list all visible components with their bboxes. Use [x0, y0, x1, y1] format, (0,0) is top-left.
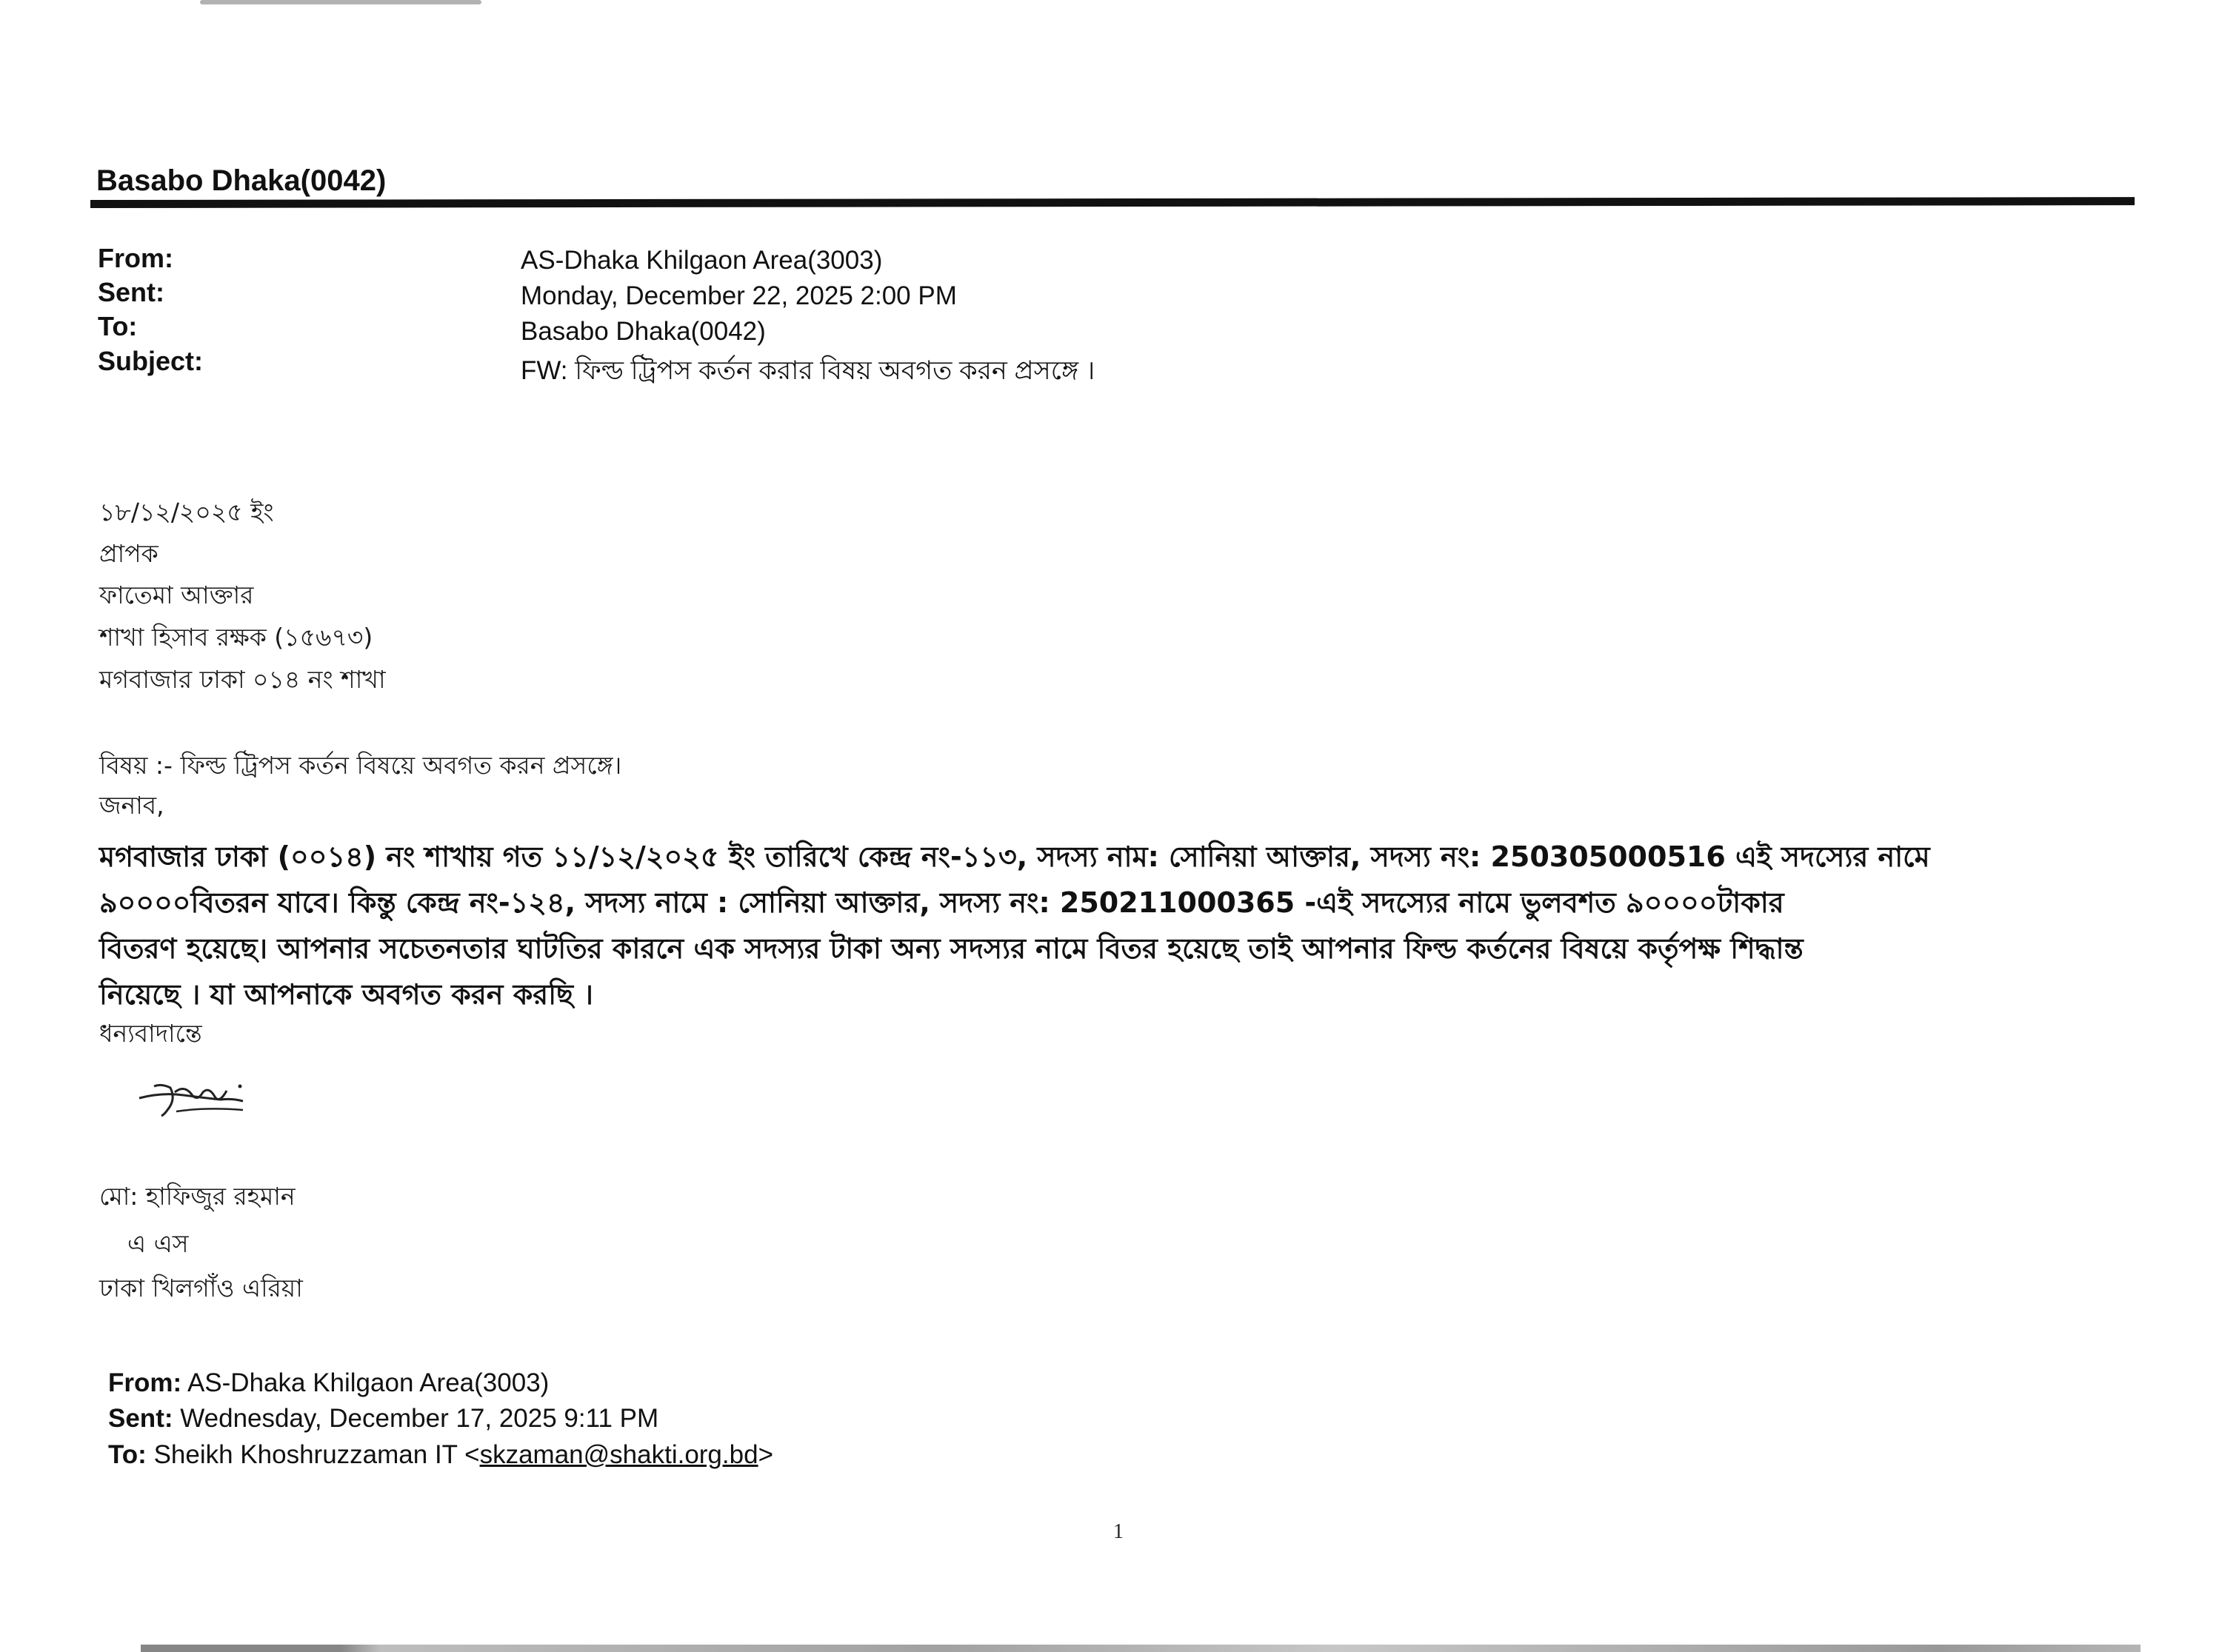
recipient-heading: প্রাপক [99, 539, 159, 568]
letter-date: ১৮/১২/২০২৫ ইং [99, 498, 274, 526]
forwarded-from-value: AS-Dhaka Khilgaon Area(3003) [187, 1368, 550, 1397]
to-label: To: [98, 311, 138, 341]
handwritten-signature [132, 1070, 258, 1122]
mailbox-title: Basabo Dhaka(0042) [96, 164, 387, 197]
recipient-name: ফাতেমা আক্তার [99, 581, 254, 609]
signatory-name: মো: হাফিজুর রহমান [99, 1182, 296, 1211]
recipient-branch: মগবাজার ঢাকা ০১৪ নং শাখা [99, 665, 386, 694]
forwarded-sent-label: Sent: [108, 1404, 173, 1433]
title-divider [90, 197, 2135, 208]
page-number: 1 [1113, 1520, 1124, 1543]
sent-label: Sent: [98, 277, 164, 307]
scan-edge-bottom [141, 1645, 2141, 1652]
scan-edge-top [200, 0, 481, 4]
sent-value: Monday, December 22, 2025 2:00 PM [521, 281, 957, 310]
subject-label: Subject: [98, 346, 204, 376]
from-label: From: [98, 243, 173, 273]
forwarded-to-line [108, 1440, 773, 1470]
salutation: জনাব, [99, 791, 164, 820]
from-value: AS-Dhaka Khilgaon Area(3003) [521, 246, 883, 275]
signatory-title: এ এস [127, 1229, 189, 1258]
body-line: নিয়েছে । যা আপনাকে অবগত করন করছি । [99, 978, 593, 1011]
forwarded-from-line [108, 1368, 549, 1398]
body-line: মগবাজার ঢাকা (০০১৪) নং শাখায় গত ১১/১২/২০২৫ ইং তারিখে কেন্দ্র নং-১১৩, সদস্য নাম: সোনিয়া আক্তার, সদস্য নং: 250305000516 এই সদস্যের নামে [99, 840, 1930, 873]
subject-value: FW: ফিল্ড ট্রিপস কর্তন করার বিষয় অবগত করন প্রসঙ্গে । [521, 356, 1095, 385]
body-line: ৯০০০০বিতরন যাবে। কিন্তু কেন্দ্র নং-১২৪, সদস্য নামে : সোনিয়া আক্তার, সদস্য নং: 250211000365 -এই সদস্যের নামে ভুলবশত ৯০০০০টাকার [99, 886, 1784, 919]
forwarded-to-label: To: [108, 1440, 147, 1469]
to-value: Basabo Dhaka(0042) [521, 317, 766, 346]
forwarded-to-name: Sheikh Khoshruzzaman IT < [153, 1440, 480, 1469]
email-link[interactable]: skzaman@shakti.org.bd [479, 1440, 758, 1469]
forwarded-sent-line [108, 1404, 658, 1434]
recipient-designation: শাখা হিসাব রক্ষক (১৫৬৭৩) [99, 623, 373, 652]
forwarded-from-label: From: [108, 1368, 182, 1397]
closing: ধন্যবাদান্তে [99, 1019, 202, 1048]
forwarded-to-close: > [758, 1440, 774, 1469]
body-line: বিতরণ হয়েছে। আপনার সচেতনতার ঘাটতির কারনে এক সদস্যর টাকা অন্য সদস্যর নামে বিতর হয়েছে তাই আপনার ফিল্ড কর্তনের বিষয়ে কর্তৃপক্ষ শিদ্ধান্ত [99, 932, 1804, 965]
signatory-area: ঢাকা খিলগাঁও এরিয়া [99, 1274, 303, 1302]
letter-subject: বিষয় :- ফিল্ড ট্রিপস কর্তন বিষয়ে অবগত করন প্রসঙ্গে। [99, 751, 622, 780]
forwarded-sent-value: Wednesday, December 17, 2025 9:11 PM [180, 1404, 659, 1433]
